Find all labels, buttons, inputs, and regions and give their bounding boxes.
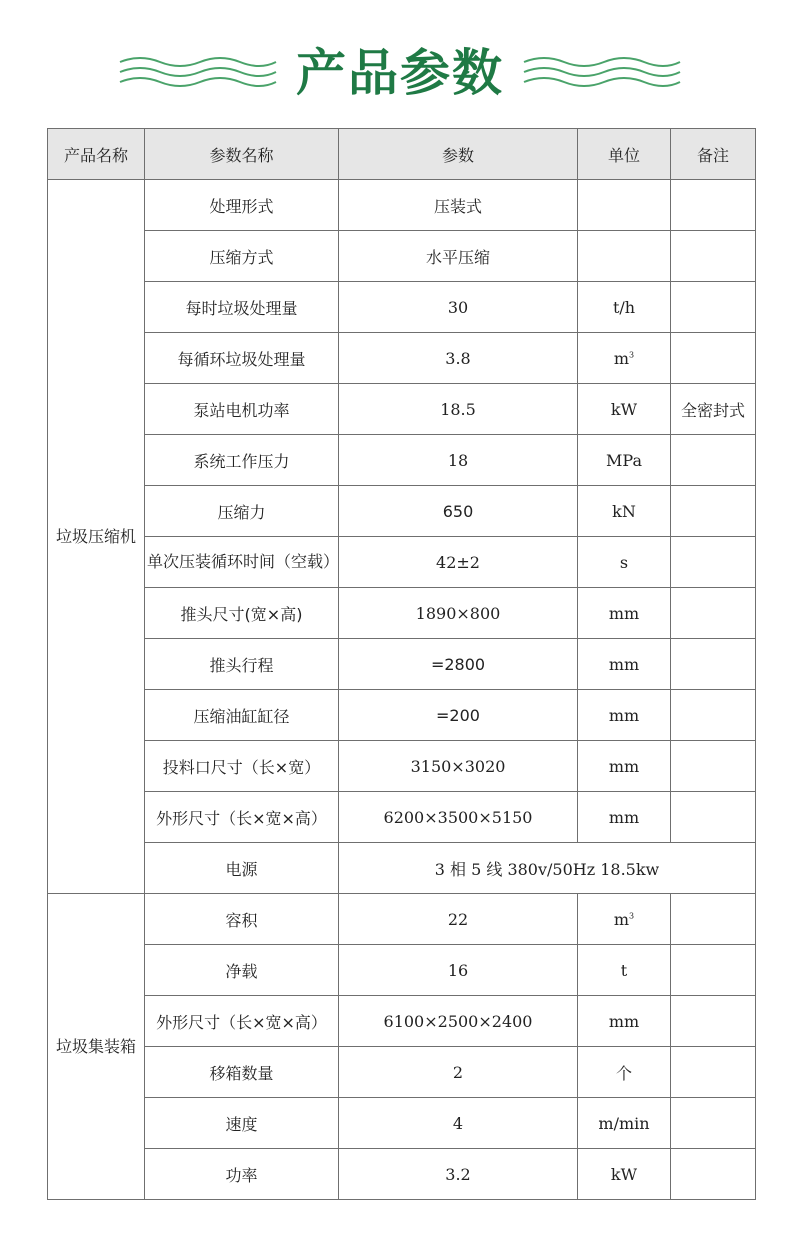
param-name-cell: 外形尺寸（长×宽×高） bbox=[145, 996, 339, 1047]
param-name-cell: 移箱数量 bbox=[145, 1047, 339, 1098]
param-value-cell: 18.5 bbox=[339, 384, 578, 435]
param-value-cell: 650 bbox=[339, 486, 578, 537]
remark-cell bbox=[671, 333, 756, 384]
param-value-cell: 3150×3020 bbox=[339, 741, 578, 792]
table-row bbox=[48, 282, 756, 333]
param-value-cell: 30 bbox=[339, 282, 578, 333]
remark-cell bbox=[671, 945, 756, 996]
unit-superscript: 3 bbox=[629, 911, 635, 921]
remark-cell bbox=[671, 1047, 756, 1098]
param-value-cell: 3.8 bbox=[339, 333, 578, 384]
table-row bbox=[48, 588, 756, 639]
unit-cell: mm bbox=[578, 588, 671, 639]
unit-cell: kW bbox=[578, 1149, 671, 1200]
param-value-cell: 3.2 bbox=[339, 1149, 578, 1200]
remark-cell bbox=[671, 537, 756, 588]
table-row bbox=[48, 231, 756, 282]
param-name-cell: 推头行程 bbox=[145, 639, 339, 690]
unit-cell bbox=[578, 180, 671, 231]
remark-cell bbox=[671, 639, 756, 690]
param-name-cell: 外形尺寸（长×宽×高） bbox=[145, 792, 339, 843]
remark-cell bbox=[671, 282, 756, 333]
table-row bbox=[48, 384, 756, 435]
header-param-name: 参数名称 bbox=[145, 129, 339, 180]
param-value-cell: 16 bbox=[339, 945, 578, 996]
remark-cell bbox=[671, 996, 756, 1047]
unit-cell: kN bbox=[578, 486, 671, 537]
param-value-cell: 22 bbox=[339, 894, 578, 945]
remark-cell bbox=[671, 180, 756, 231]
remark-cell bbox=[671, 1098, 756, 1149]
unit-superscript: 3 bbox=[629, 350, 635, 360]
param-value-cell: 3 相 5 线 380v/50Hz 18.5kw bbox=[339, 843, 756, 894]
remark-cell bbox=[671, 690, 756, 741]
table-row bbox=[48, 894, 756, 945]
table-row bbox=[48, 843, 756, 894]
param-value-cell: 18 bbox=[339, 435, 578, 486]
remark-cell: 全密封式 bbox=[671, 384, 756, 435]
unit-cell: mm bbox=[578, 741, 671, 792]
remark-cell bbox=[671, 741, 756, 792]
unit-cell: 个 bbox=[578, 1047, 671, 1098]
table-row bbox=[48, 180, 756, 231]
table-row bbox=[48, 792, 756, 843]
table-row bbox=[48, 741, 756, 792]
param-name-cell: 推头尺寸(宽×高) bbox=[145, 588, 339, 639]
param-value-cell: 42±2 bbox=[339, 537, 578, 588]
table-row bbox=[48, 537, 756, 588]
unit-cell: mm bbox=[578, 792, 671, 843]
unit-cell: MPa bbox=[578, 435, 671, 486]
table-row bbox=[48, 945, 756, 996]
unit-cell: mm bbox=[578, 996, 671, 1047]
product-name-cell: 垃圾集装箱 bbox=[48, 894, 145, 1200]
table-row bbox=[48, 435, 756, 486]
param-name-cell: 功率 bbox=[145, 1149, 339, 1200]
param-name-cell: 单次压装循环时间（空载） bbox=[145, 537, 339, 588]
param-name-cell: 每时垃圾处理量 bbox=[145, 282, 339, 333]
wave-decoration-right-icon bbox=[522, 52, 682, 92]
table-row bbox=[48, 639, 756, 690]
remark-cell bbox=[671, 435, 756, 486]
remark-cell bbox=[671, 894, 756, 945]
unit-text: m bbox=[613, 348, 630, 368]
param-value-cell: 压装式 bbox=[339, 180, 578, 231]
param-name-cell: 泵站电机功率 bbox=[145, 384, 339, 435]
header-param-value: 参数 bbox=[339, 129, 578, 180]
unit-cell: s bbox=[578, 537, 671, 588]
unit-text: m bbox=[613, 909, 630, 929]
header-unit: 单位 bbox=[578, 129, 671, 180]
remark-cell bbox=[671, 588, 756, 639]
param-value-cell: 2 bbox=[339, 1047, 578, 1098]
param-name-cell: 速度 bbox=[145, 1098, 339, 1149]
param-name-cell: 压缩油缸缸径 bbox=[145, 690, 339, 741]
unit-cell: m/min bbox=[578, 1098, 671, 1149]
table-row bbox=[48, 486, 756, 537]
param-name-cell: 投料口尺寸（长×宽） bbox=[145, 741, 339, 792]
table-row bbox=[48, 1047, 756, 1098]
param-value-cell: 4 bbox=[339, 1098, 578, 1149]
param-name-cell: 系统工作压力 bbox=[145, 435, 339, 486]
remark-cell bbox=[671, 231, 756, 282]
param-name-cell: 压缩力 bbox=[145, 486, 339, 537]
wave-decoration-left-icon bbox=[118, 52, 278, 92]
table-header-row bbox=[48, 129, 756, 180]
unit-cell: mm bbox=[578, 690, 671, 741]
parameter-table bbox=[47, 128, 756, 1200]
unit-cell bbox=[578, 333, 671, 384]
remark-cell bbox=[671, 486, 756, 537]
unit-cell: mm bbox=[578, 639, 671, 690]
table-row bbox=[48, 1098, 756, 1149]
table-row bbox=[48, 1149, 756, 1200]
table-row bbox=[48, 690, 756, 741]
unit-cell bbox=[578, 231, 671, 282]
page-title: 产品参数 bbox=[296, 44, 504, 102]
remark-cell bbox=[671, 1149, 756, 1200]
table-row bbox=[48, 333, 756, 384]
remark-cell bbox=[671, 792, 756, 843]
param-value-cell: 6200×3500×5150 bbox=[339, 792, 578, 843]
unit-cell: t bbox=[578, 945, 671, 996]
param-name-cell: 每循环垃圾处理量 bbox=[145, 333, 339, 384]
param-value-cell: 1890×800 bbox=[339, 588, 578, 639]
header-product-name: 产品名称 bbox=[48, 129, 145, 180]
param-name-cell: 容积 bbox=[145, 894, 339, 945]
unit-cell: kW bbox=[578, 384, 671, 435]
param-value-cell: =200 bbox=[339, 690, 578, 741]
page-header bbox=[0, 0, 800, 128]
param-value-cell: 6100×2500×2400 bbox=[339, 996, 578, 1047]
header-remark: 备注 bbox=[671, 129, 756, 180]
param-name-cell: 压缩方式 bbox=[145, 231, 339, 282]
param-value-cell: =2800 bbox=[339, 639, 578, 690]
param-name-cell: 净载 bbox=[145, 945, 339, 996]
product-name-cell: 垃圾压缩机 bbox=[48, 180, 145, 894]
unit-cell: t/h bbox=[578, 282, 671, 333]
param-name-cell: 处理形式 bbox=[145, 180, 339, 231]
param-value-cell: 水平压缩 bbox=[339, 231, 578, 282]
unit-cell bbox=[578, 894, 671, 945]
table-row bbox=[48, 996, 756, 1047]
param-name-cell: 电源 bbox=[145, 843, 339, 894]
